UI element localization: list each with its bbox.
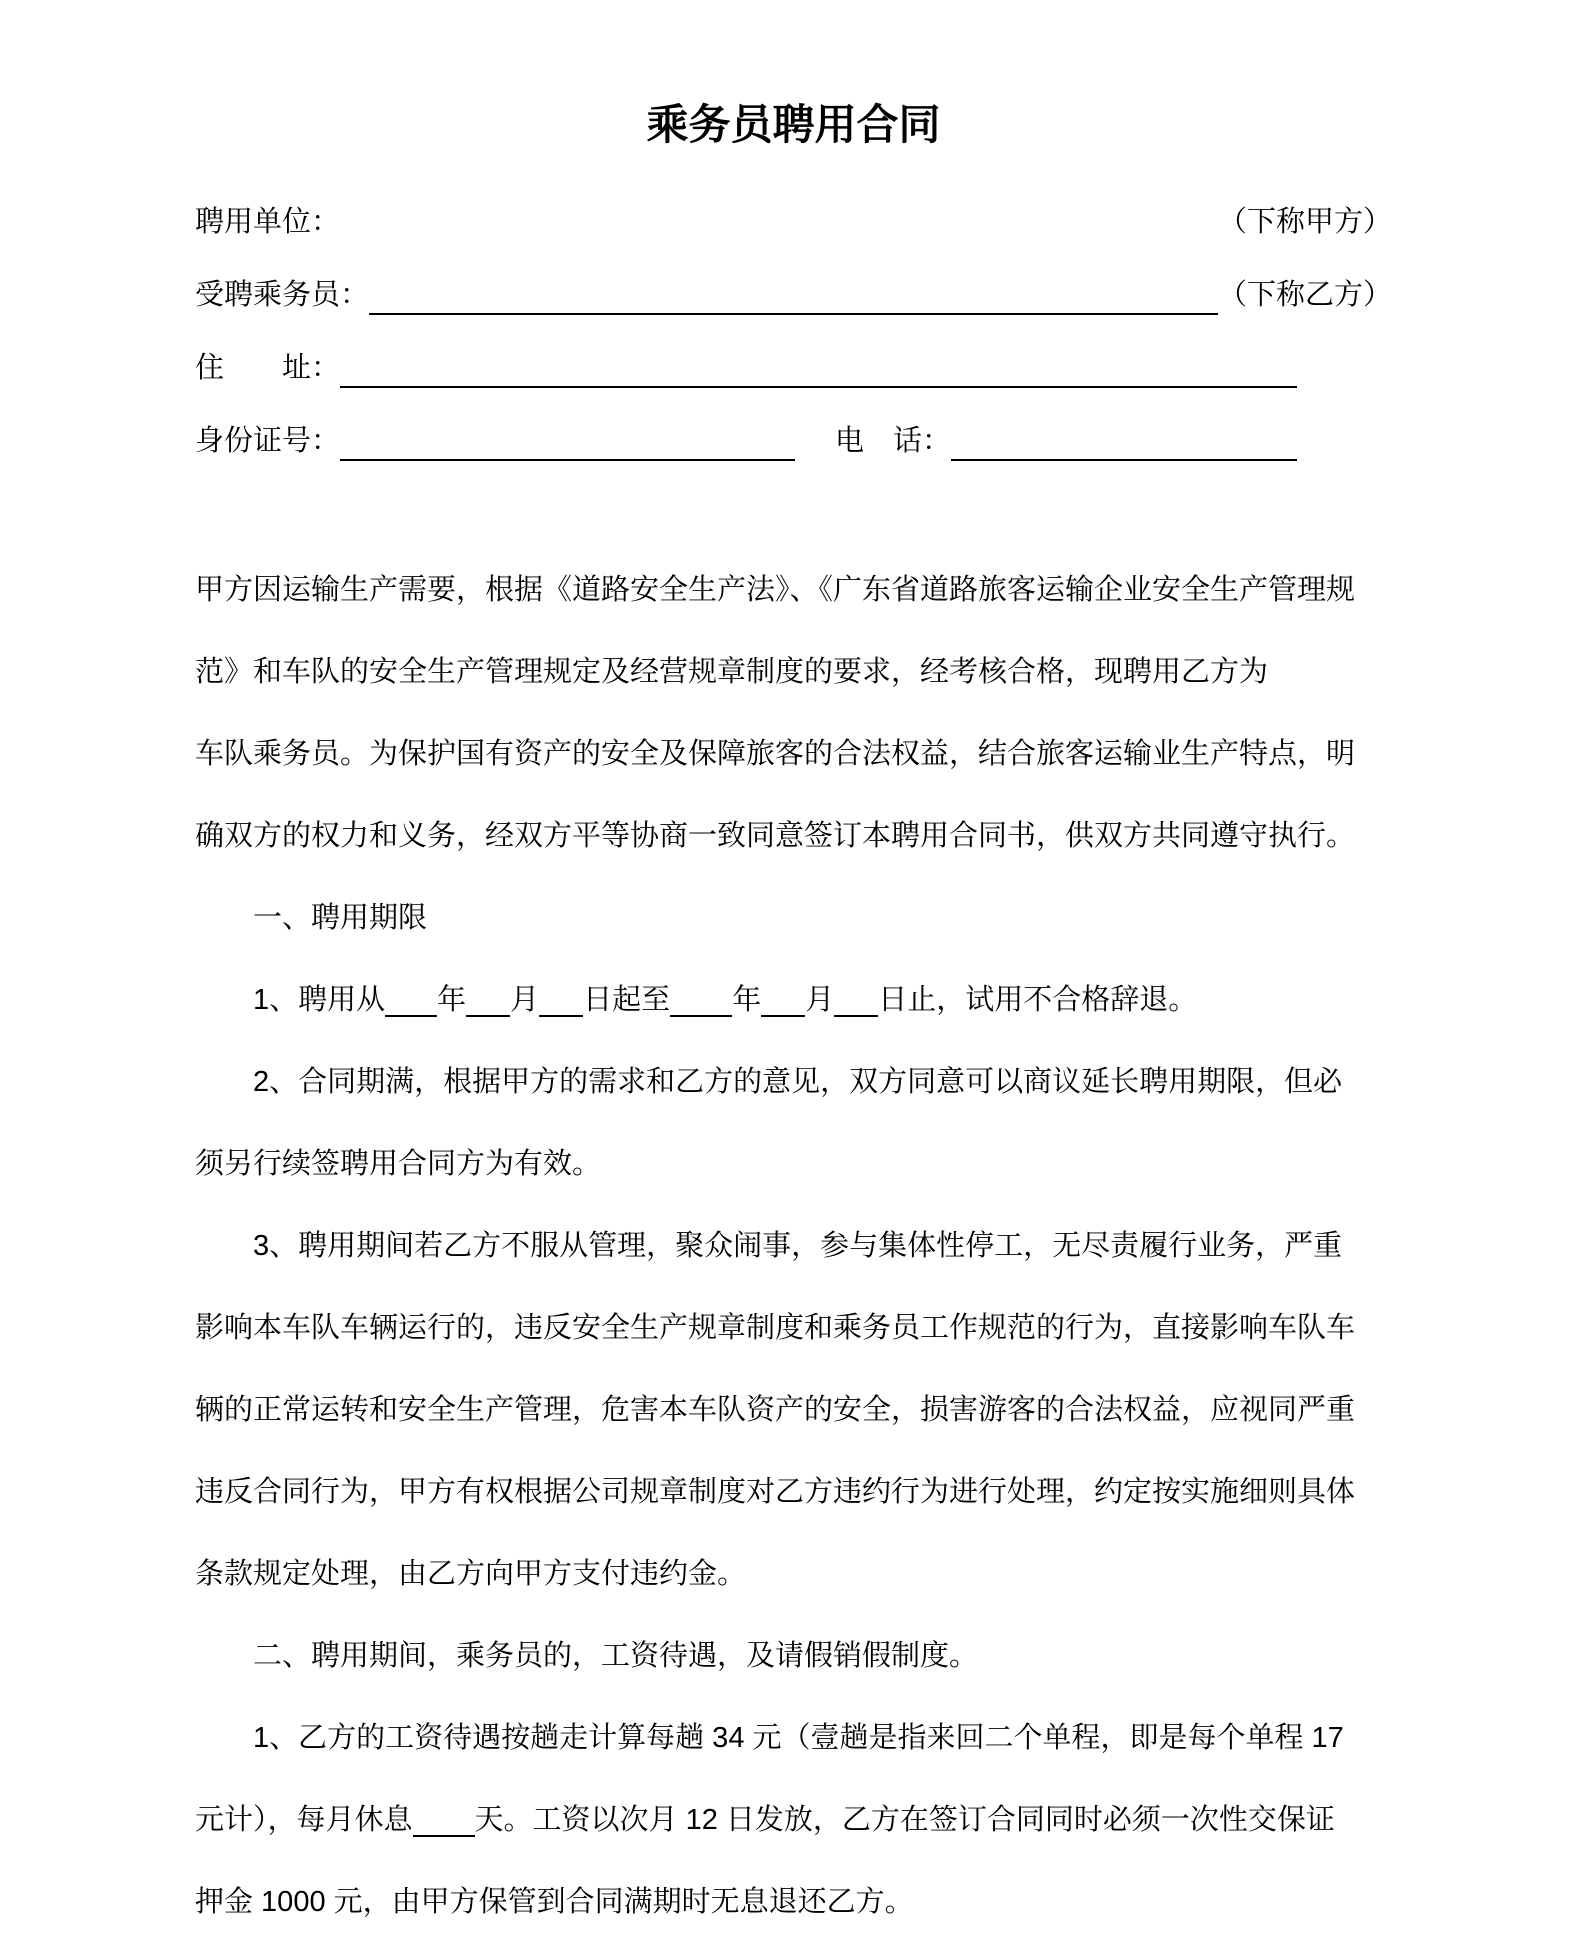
section-2-clause-1-line: 押金 1000 元，由甲方保管到合同满期时无息退还乙方。	[195, 1886, 914, 1918]
clause-text: 年	[437, 984, 467, 1016]
employee-label: 受聘乘务员：	[195, 279, 370, 312]
party-b-note: （下称乙方）	[1217, 279, 1392, 312]
header-form	[195, 169, 1392, 461]
intro-line: 范》和车队的安全生产管理规定及经营规章制度的要求，经考核合格，现聘用乙方为	[195, 656, 1269, 688]
employer-label: 聘用单位：	[195, 206, 341, 239]
clause-text: 月	[510, 984, 540, 1016]
contract-title: 乘务员聘用合同	[646, 101, 941, 148]
section-2-clause-1-line: 1、乙方的工资待遇按趟走计算每趟 34 元（壹趟是指来回二个单程，即是每个单程 17	[253, 1722, 1344, 1754]
intro-line: 确双方的权力和义务，经双方平等协商一致同意签订本聘用合同书，供双方共同遵守执行。	[195, 820, 1356, 852]
form-row-employer	[195, 169, 1392, 242]
form-row-employee	[195, 242, 1392, 315]
party-a-note: （下称甲方）	[1217, 206, 1392, 239]
intro-line: 车队乘务员。为保护国有资产的安全及保障旅客的合法权益，结合旅客运输业生产特点，明	[195, 738, 1356, 770]
clause-text: 年	[732, 984, 762, 1016]
address-blank	[340, 386, 1297, 388]
year-blank	[670, 1015, 732, 1017]
address-label: 住 址：	[195, 352, 341, 385]
form-row-id-phone	[195, 388, 1392, 461]
phone-blank	[951, 459, 1297, 461]
id-number-label: 身份证号：	[195, 425, 341, 458]
id-number-blank	[340, 459, 795, 461]
intro-line: 甲方因运输生产需要，根据《道路安全生产法》、《广东省道路旅客运输企业安全生产管理规	[195, 574, 1356, 606]
day-blank	[539, 1015, 583, 1017]
month-blank	[466, 1015, 510, 1017]
section-1-clause-3-line: 辆的正常运转和安全生产管理，危害本车队资产的安全，损害游客的合法权益，应视同严重	[195, 1394, 1356, 1426]
section-1-clause-2-line: 2、合同期满，根据甲方的需求和乙方的意见，双方同意可以商议延长聘用期限，但必	[253, 1066, 1343, 1098]
rest-days-blank	[413, 1835, 475, 1837]
phone-label: 电 话：	[835, 425, 952, 458]
clause-text: 日止，试用不合格辞退。	[878, 984, 1198, 1016]
clause-text: 月	[805, 984, 835, 1016]
section-1-clause-2-line: 须另行续签聘用合同方为有效。	[195, 1148, 602, 1180]
section-1-clause-1	[195, 959, 1392, 1041]
contract-body	[195, 549, 1392, 1943]
month-blank	[761, 1015, 805, 1017]
section-1-clause-3-line: 条款规定处理，由乙方向甲方支付违约金。	[195, 1558, 747, 1590]
day-blank	[834, 1015, 878, 1017]
section-2-heading: 二、聘用期间，乘务员的，工资待遇，及请假销假制度。	[253, 1640, 979, 1672]
form-row-address	[195, 315, 1392, 388]
section-1-clause-3-line: 违反合同行为，甲方有权根据公司规章制度对乙方违约行为进行处理，约定按实施细则具体	[195, 1476, 1356, 1508]
clause-text: 元计），每月休息	[195, 1804, 413, 1836]
section-2-clause-1-line	[195, 1779, 1392, 1861]
employee-name-blank	[369, 313, 1218, 315]
year-blank	[385, 1015, 437, 1017]
clause-text: 1、聘用从	[253, 984, 386, 1016]
section-1-heading: 一、聘用期限	[253, 902, 428, 934]
section-1-clause-3-line: 3、聘用期间若乙方不服从管理，聚众闹事，参与集体性停工，无尽责履行业务，严重	[253, 1230, 1343, 1262]
clause-text: 天。工资以次月 12 日发放，乙方在签订合同同时必须一次性交保证	[474, 1804, 1335, 1836]
section-1-clause-3-line: 影响本车队车辆运行的，违反安全生产规章制度和乘务员工作规范的行为，直接影响车队车	[195, 1312, 1356, 1344]
clause-text: 日起至	[583, 984, 671, 1016]
